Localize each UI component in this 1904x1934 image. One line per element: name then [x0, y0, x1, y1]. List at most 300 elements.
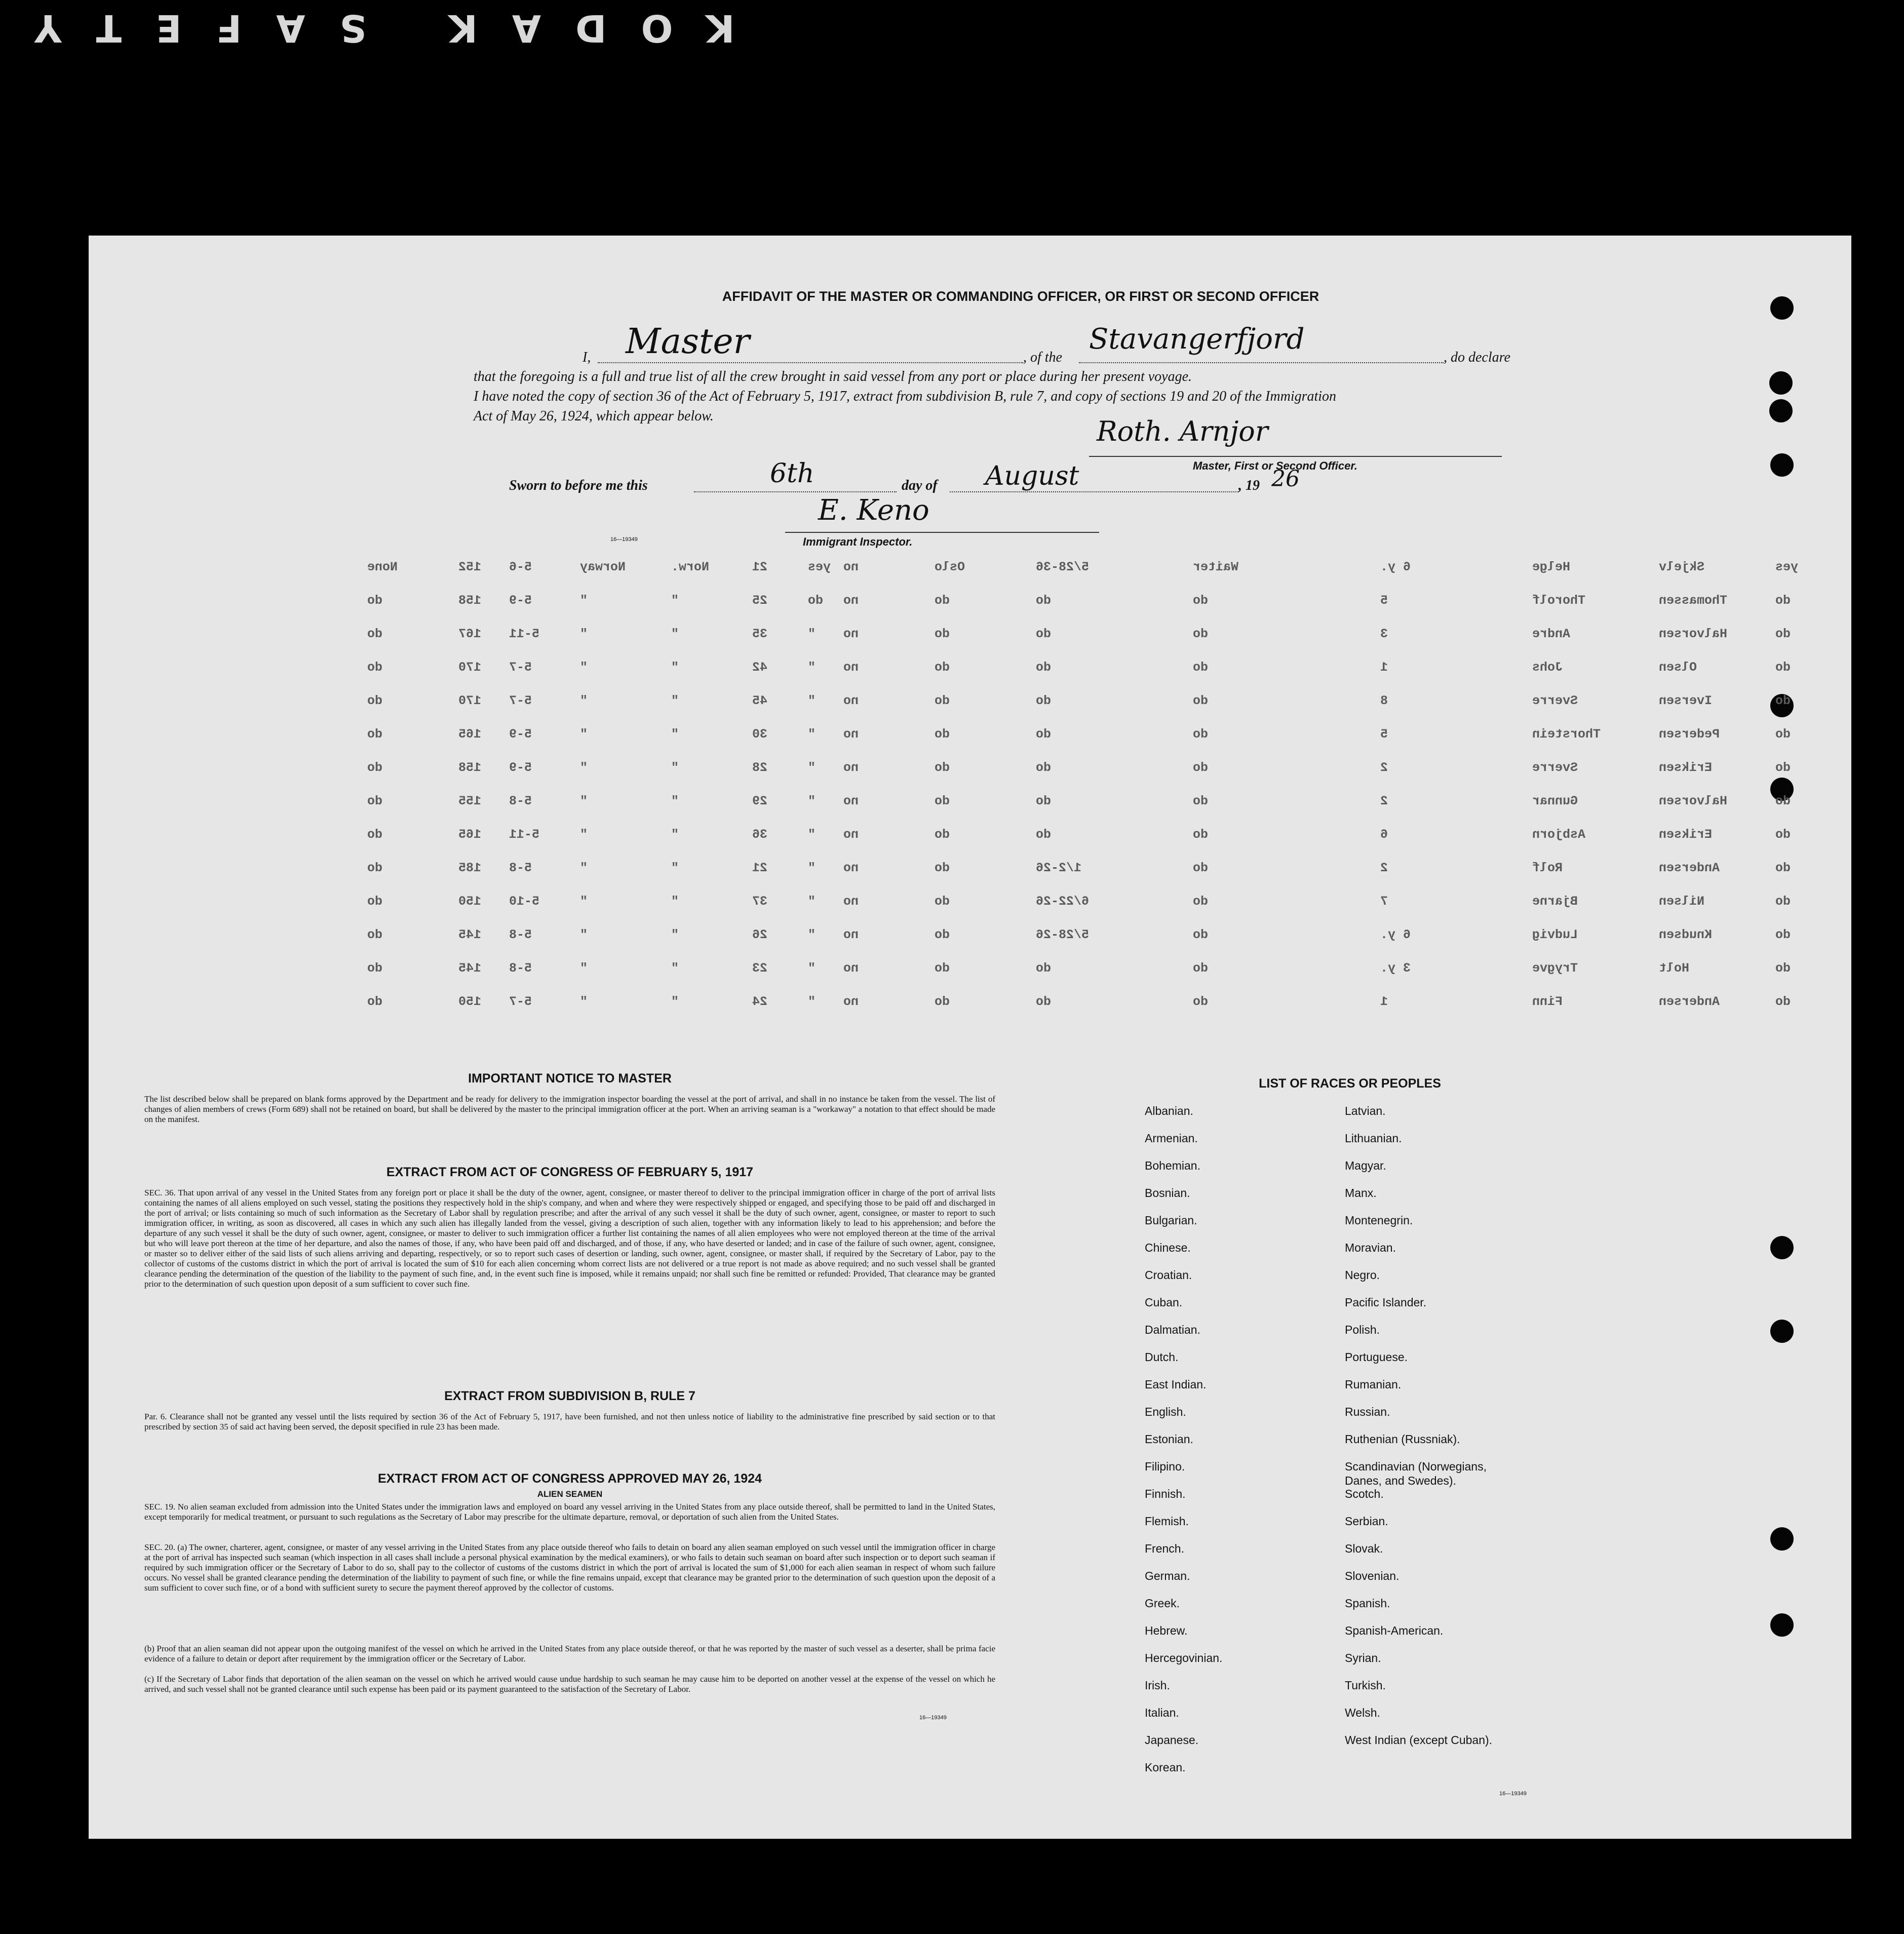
- bleed-through-cell: 165: [458, 827, 482, 842]
- bleed-through-cell: 3 y.: [1380, 961, 1411, 976]
- bleed-through-cell: yes: [808, 560, 831, 574]
- bleed-through-cell: Halvorsen: [1659, 627, 1728, 641]
- bleed-through-cell: ": [580, 693, 588, 708]
- race-item: Croatian.: [1145, 1268, 1192, 1282]
- bleed-through-cell: None: [367, 560, 398, 574]
- bleed-through-cell: ": [671, 861, 679, 875]
- bleed-through-cell: do: [367, 894, 383, 909]
- bleed-through-cell: Johs: [1532, 660, 1563, 675]
- bleed-through-cell: ": [671, 627, 679, 641]
- section-20c-text: (c) If the Secretary of Labor finds that deportation of the alien seaman on the vessel on which he arrived would cause undue hardship to such seaman he may cause him to be deported on another vessel at the expense of the vessel on which he arrived, and such vessel shall not be granted clearance until such expense has been paid or its payment guaranteed to the satisfaction of the Secretary of Labor.: [144, 1674, 995, 1694]
- bleed-through-cell: 42: [752, 660, 768, 675]
- bleed-through-cell: ": [808, 827, 816, 842]
- bleed-through-cell: Halvorsen: [1659, 794, 1728, 808]
- bleed-through-row: [175, 660, 1806, 675]
- race-item: Turkish.: [1345, 1679, 1386, 1692]
- bleed-through-cell: 6 y.: [1380, 927, 1411, 942]
- bleed-through-cell: do: [1193, 861, 1209, 875]
- punch-hole: [1770, 1320, 1794, 1343]
- bleed-through-cell: ": [808, 861, 816, 875]
- bleed-through-cell: Bjarne: [1532, 894, 1578, 909]
- manifest-sheet: [89, 236, 1851, 1839]
- bleed-through-cell: ": [808, 627, 816, 641]
- race-item: Dutch.: [1145, 1350, 1179, 1364]
- bleed-through-cell: do: [1193, 827, 1209, 842]
- bleed-through-cell: 5-11: [509, 627, 540, 641]
- bleed-through-cell: do: [935, 727, 950, 742]
- bleed-through-cell: Asbjorn: [1532, 827, 1586, 842]
- bleed-through-cell: do: [367, 760, 383, 775]
- bleed-through-cell: do: [935, 827, 950, 842]
- bleed-through-row: [175, 727, 1806, 742]
- bleed-through-cell: 5-9: [509, 760, 532, 775]
- bleed-through-cell: do: [935, 760, 950, 775]
- race-item: Polish.: [1345, 1323, 1380, 1336]
- bleed-through-cell: do: [1775, 894, 1791, 909]
- bleed-through-cell: 170: [458, 693, 482, 708]
- bleed-through-cell: do: [1775, 961, 1791, 976]
- race-item: Finnish.: [1145, 1487, 1186, 1500]
- bleed-through-cell: do: [935, 660, 950, 675]
- bleed-through-cell: 5/28-26: [1036, 927, 1090, 942]
- extract-1917-text: SEC. 36. That upon arrival of any vessel in the United States from any foreign port or place it shall be the duty of the owner, agent, consignee, or master thereof to deliver to the principal immigration officer in charge of the port of arrival lists containing the names of all aliens employed on such vessel, stating the positions they respectively hold in the ship's company, and when and where they were respectively shipped or engaged, and specifying those to be paid off and discharged in the port of arrival; or lists containing so much of such information as the Secretary of Labor shall by regulation prescribe; and after the arrival of any such vessel it shall be the duty of such owner, agent, consignee, or master to report to such immigration officer, in writing, as soon as discovered, all cases in which any such alien has illegally landed from the vessel, giving a description of such alien, together with any information likely to lead to his apprehension; and before the departure of any such vessel it shall be the duty of such owner, agent, consignee, or master to deliver to such immigration officer a further list containing the names of all alien employees who were not employed thereon at the time of the arrival but who will leave port thereon at the time of her departure, and also the names of those, if any, who have been paid off and discharged, and of those, if any, who have deserted or landed; and in case of the failure of such owner, agent, consignee, or master so to deliver either of the said lists of such aliens arriving and departing, respectively, or so to report such cases of desertion or landing, such owner, agent, consignee, or master shall, if required by the Secretary of Labor, pay to the collector of customs of the customs district in which the port of arrival is located the sum of $10 for each alien concerning whom correct lists are not delivered or a true report is not made as above required; and no such vessel shall be granted clearance pending the determination of the question of the liability to the payment of such fine, and, in the event such fine is imposed, while it remains unpaid; nor shall such fine be remitted or refunded: Provided, That clearance may be granted prior to the determination of such question upon deposit of a sum sufficient to cover such fine.: [144, 1188, 995, 1289]
- affidavit-of-the: , of the: [1023, 350, 1062, 365]
- bleed-through-cell: ": [671, 693, 679, 708]
- bleed-through-cell: do: [808, 593, 824, 608]
- bleed-through-cell: Eriksen: [1659, 827, 1713, 842]
- bleed-through-cell: do: [367, 627, 383, 641]
- bleed-through-cell: Oslo: [935, 560, 965, 574]
- race-item: German.: [1145, 1569, 1190, 1582]
- bleed-through-row: [175, 894, 1806, 909]
- bleed-through-cell: ": [808, 760, 816, 775]
- bleed-through-cell: 35: [752, 627, 768, 641]
- bleed-through-cell: 5-8: [509, 861, 532, 875]
- bleed-through-cell: Nilsen: [1659, 894, 1705, 909]
- race-item: Portuguese.: [1345, 1350, 1408, 1364]
- extract-1924-title: EXTRACT FROM ACT OF CONGRESS APPROVED MAY 26, 1924: [377, 1472, 762, 1486]
- bleed-through-cell: do: [367, 961, 383, 976]
- bleed-through-cell: ": [671, 593, 679, 608]
- race-item: Manx.: [1345, 1186, 1377, 1200]
- bleed-through-cell: 155: [458, 794, 482, 808]
- bleed-through-cell: do: [1036, 627, 1052, 641]
- bleed-through-cell: 5: [1380, 727, 1388, 742]
- bleed-through-cell: Knudsen: [1659, 927, 1713, 942]
- bleed-through-cell: do: [1193, 994, 1209, 1009]
- bleed-through-cell: do: [935, 861, 950, 875]
- bleed-through-row: [175, 861, 1806, 876]
- race-item: Bulgarian.: [1145, 1214, 1197, 1227]
- bleed-through-cell: do: [1775, 760, 1791, 775]
- race-item: Spanish-American.: [1345, 1624, 1444, 1637]
- bleed-through-cell: do: [1775, 994, 1791, 1009]
- bleed-through-cell: Thorstein: [1532, 727, 1601, 742]
- handwritten-inspector-signature: E. Keno: [818, 494, 929, 527]
- race-item: Scotch.: [1345, 1487, 1384, 1500]
- bleed-through-cell: do: [1036, 693, 1052, 708]
- bleed-through-cell: 2: [1380, 794, 1388, 808]
- bleed-through-row: [175, 994, 1806, 1010]
- bleed-through-cell: ": [580, 660, 588, 675]
- bleed-through-cell: 2: [1380, 760, 1388, 775]
- bleed-through-cell: 145: [458, 927, 482, 942]
- punch-hole: [1769, 399, 1793, 422]
- bleed-through-cell: 29: [752, 794, 768, 808]
- day-line: [694, 491, 897, 492]
- inspector-line: [785, 532, 1099, 533]
- bleed-through-cell: 5-6: [509, 560, 532, 574]
- race-item: Bohemian.: [1145, 1159, 1200, 1172]
- affidavit-do-declare: , do declare: [1444, 350, 1510, 365]
- vessel-line: [1079, 362, 1444, 363]
- race-item: Rumanian.: [1345, 1378, 1402, 1391]
- bleed-through-cell: Thomassen: [1659, 593, 1728, 608]
- bleed-through-cell: 28: [752, 760, 768, 775]
- bleed-through-cell: do: [1775, 627, 1791, 641]
- bleed-through-cell: 152: [458, 560, 482, 574]
- bleed-through-cell: no: [843, 827, 859, 842]
- bleed-through-cell: do: [1036, 961, 1052, 976]
- bleed-through-cell: 5: [1380, 593, 1388, 608]
- bleed-through-cell: 167: [458, 627, 482, 641]
- punch-hole: [1770, 1527, 1794, 1551]
- punch-hole: [1770, 296, 1794, 320]
- race-item: Japanese.: [1145, 1733, 1199, 1747]
- bleed-through-cell: ": [580, 760, 588, 775]
- bleed-through-row: [175, 560, 1806, 575]
- race-item: Ruthenian (Russniak).: [1345, 1433, 1460, 1446]
- bleed-through-cell: no: [843, 627, 859, 641]
- bleed-through-cell: 5-10: [509, 894, 540, 909]
- race-item: Danes, and Swedes).: [1345, 1474, 1456, 1487]
- race-item: Slovak.: [1345, 1542, 1383, 1555]
- bleed-through-cell: no: [843, 894, 859, 909]
- bleed-through-cell: do: [1775, 660, 1791, 675]
- bleed-through-cell: ": [808, 994, 816, 1009]
- bleed-through-cell: do: [935, 927, 950, 942]
- race-item: Negro.: [1345, 1268, 1380, 1282]
- bleed-through-cell: ": [808, 727, 816, 742]
- affidavit-line-3: I have noted the copy of section 36 of the Act of February 5, 1917, extract from subdivision B, rule 7, and copy of sections 19 and 20 of the Immigration: [474, 389, 1337, 404]
- races-title: LIST OF RACES OR PEOPLES: [1259, 1076, 1441, 1091]
- bleed-through-cell: do: [1036, 660, 1052, 675]
- bleed-through-cell: 5-8: [509, 961, 532, 976]
- bleed-through-cell: 1: [1380, 994, 1388, 1009]
- bleed-through-cell: 6 y.: [1380, 560, 1411, 574]
- bleed-through-cell: do: [1036, 727, 1052, 742]
- bleed-through-cell: do: [1193, 693, 1209, 708]
- bleed-through-cell: do: [1193, 627, 1209, 641]
- bleed-through-cell: do: [367, 727, 383, 742]
- bleed-through-row: [175, 927, 1806, 943]
- bleed-through-cell: ": [671, 961, 679, 976]
- race-item: Pacific Islander.: [1345, 1296, 1427, 1309]
- bleed-through-cell: Helge: [1532, 560, 1571, 574]
- day-of-text: day of: [902, 478, 938, 493]
- race-item: Latvian.: [1345, 1104, 1386, 1117]
- alien-seamen-subtitle: ALIEN SEAMEN: [537, 1489, 603, 1499]
- bleed-through-cell: no: [843, 961, 859, 976]
- bleed-through-cell: Rolf: [1532, 861, 1563, 875]
- bleed-through-cell: 5/28-36: [1036, 560, 1090, 574]
- bleed-through-cell: ": [580, 927, 588, 942]
- bleed-through-cell: Sverre: [1532, 693, 1578, 708]
- bleed-through-cell: 8: [1380, 693, 1388, 708]
- bleed-through-cell: do: [1193, 760, 1209, 775]
- bleed-through-row: [175, 627, 1806, 642]
- rank-line: [598, 362, 1023, 363]
- bleed-through-cell: ": [671, 894, 679, 909]
- bleed-through-cell: ": [671, 794, 679, 808]
- bleed-through-cell: no: [843, 760, 859, 775]
- bleed-through-cell: do: [1036, 794, 1052, 808]
- bleed-through-row: [175, 593, 1806, 608]
- bleed-through-cell: do: [935, 627, 950, 641]
- bleed-through-cell: do: [1775, 794, 1791, 808]
- race-item: Estonian.: [1145, 1433, 1193, 1446]
- bleed-through-cell: Trygve: [1532, 961, 1578, 976]
- bleed-through-cell: 23: [752, 961, 768, 976]
- bleed-through-cell: do: [1193, 927, 1209, 942]
- bleed-through-cell: no: [843, 660, 859, 675]
- bleed-through-cell: Skjelv: [1659, 560, 1705, 574]
- bleed-through-cell: Waiter: [1193, 560, 1239, 574]
- bleed-through-cell: ": [808, 961, 816, 976]
- notice-title: IMPORTANT NOTICE TO MASTER: [468, 1071, 672, 1086]
- bleed-through-cell: do: [1193, 794, 1209, 808]
- section-20a-text: SEC. 20. (a) The owner, charterer, agent, consignee, or master of any vessel arriving in the United States from any place outside thereof who fails to detain on board any alien seaman employed on such vessel until the immigration officer in charge at the port of arrival has inspected such seaman (which inspection in all cases shall include a personal physical examination by the medical examiners), or who fails to detain such seaman on board after such inspection or to deport such seaman if required by such immigration officer or the Secretary of Labor to do so, shall pay to the collector of customs of the customs district in which the port of arrival is located the sum of $1,000 for each alien seaman in respect of whom such failure occurs. No vessel shall be granted clearance pending the determination of the liability to payment of such fine, or while the fine remains unpaid, except that clearance may be granted prior to the determination of such question upon the deposit of a sum sufficient to cover such fine, or of a bond with sufficient surety to secure the payment thereof approved by the collector of customs.: [144, 1542, 995, 1593]
- bleed-through-cell: Ludvig: [1532, 927, 1578, 942]
- race-item: Korean.: [1145, 1761, 1186, 1774]
- film-edge-marking: KODAK SAFETY: [0, 6, 735, 50]
- bleed-through-cell: Finn: [1532, 994, 1563, 1009]
- bleed-through-cell: 5-11: [509, 827, 540, 842]
- bleed-through-cell: 21: [752, 560, 768, 574]
- bleed-through-cell: ": [580, 627, 588, 641]
- bleed-through-cell: do: [367, 927, 383, 942]
- form-number: 16—19349: [919, 1715, 947, 1721]
- handwritten-signature: Roth. Arnjor: [1097, 415, 1268, 447]
- bleed-through-cell: 30: [752, 727, 768, 742]
- bleed-through-cell: ": [808, 894, 816, 909]
- bleed-through-cell: 1/2-26: [1036, 861, 1082, 875]
- race-item: Slovenian.: [1345, 1569, 1400, 1582]
- notice-text: The list described below shall be prepared on blank forms approved by the Department and be ready for delivery to the immigration inspector boarding the vessel at the port of arrival, and shall in no instance be taken from the vessel. The list of changes of alien members of crews (Form 689) shall not be retained on board, but shall be delivered by the master to the principal immigration officer at the port. When an arriving seaman is a "workaway" a notation to that effect should be made on the manifest.: [144, 1094, 995, 1124]
- bleed-through-cell: 145: [458, 961, 482, 976]
- bleed-through-cell: 165: [458, 727, 482, 742]
- bleed-through-cell: no: [843, 994, 859, 1009]
- bleed-through-cell: do: [1775, 927, 1791, 942]
- bleed-through-cell: Pedersen: [1659, 727, 1720, 742]
- bleed-through-row: [175, 827, 1806, 842]
- handwritten-year: 26: [1271, 466, 1300, 492]
- signature-caption: Master, First or Second Officer.: [1193, 459, 1357, 472]
- punch-hole: [1770, 1613, 1794, 1637]
- bleed-through-cell: do: [1036, 827, 1052, 842]
- race-item: Filipino.: [1145, 1460, 1185, 1473]
- bleed-through-row: [175, 760, 1806, 776]
- bleed-through-cell: do: [1775, 593, 1791, 608]
- bleed-through-cell: do: [935, 994, 950, 1009]
- bleed-through-cell: 2: [1380, 861, 1388, 875]
- race-item: Russian.: [1345, 1405, 1390, 1418]
- bleed-through-cell: 21: [752, 861, 768, 875]
- section-19-text: SEC. 19. No alien seaman excluded from admission into the United States under the immigration laws and employed on board any vessel arriving in the United States from any place outside thereof, shall be permitted to land in the United States, except temporarily for medical treatment, or pursuant to such regulations as the Secretary of Labor may prescribe for the ultimate departure, removal, or deportation of such alien from the United States.: [144, 1502, 995, 1522]
- bleed-through-cell: do: [1193, 894, 1209, 909]
- bleed-through-cell: 6: [1380, 827, 1388, 842]
- race-item: Hebrew.: [1145, 1624, 1188, 1637]
- affidavit-line-2: that the foregoing is a full and true list of all the crew brought in said vessel from any port or place during her present voyage.: [474, 369, 1192, 384]
- bleed-through-cell: ": [671, 994, 679, 1009]
- bleed-through-cell: 37: [752, 894, 768, 909]
- bleed-through-cell: 158: [458, 760, 482, 775]
- race-item: French.: [1145, 1542, 1184, 1555]
- bleed-through-cell: no: [843, 861, 859, 875]
- race-item: Dalmatian.: [1145, 1323, 1200, 1336]
- race-item: Flemish.: [1145, 1515, 1189, 1528]
- race-item: Magyar.: [1345, 1159, 1386, 1172]
- section-20b-text: (b) Proof that an alien seaman did not appear upon the outgoing manifest of the vessel on which he arrived in the United States from any place outside thereof, or that he was reported by the master of such vessel as a deserter, shall be prima facie evidence of a failure to detain or deport after requirement by the immigration officer or the Secretary of Labor.: [144, 1644, 995, 1664]
- bleed-through-cell: 5-7: [509, 660, 532, 675]
- bleed-through-cell: Norway: [580, 560, 626, 574]
- bleed-through-cell: ": [808, 693, 816, 708]
- bleed-through-cell: do: [1193, 961, 1209, 976]
- bleed-through-cell: 25: [752, 593, 768, 608]
- extract-rule7-title: EXTRACT FROM SUBDIVISION B, RULE 7: [444, 1389, 695, 1403]
- bleed-through-cell: 3: [1380, 627, 1388, 641]
- bleed-through-cell: do: [367, 593, 383, 608]
- race-item: Scandinavian (Norwegians,: [1345, 1460, 1487, 1473]
- race-item: Syrian.: [1345, 1651, 1381, 1665]
- bleed-through-cell: no: [843, 927, 859, 942]
- form-number: 16—19349: [610, 536, 638, 543]
- bleed-through-cell: do: [1775, 827, 1791, 842]
- bleed-through-cell: 1: [1380, 660, 1388, 675]
- bleed-through-cell: ": [808, 660, 816, 675]
- race-item: Serbian.: [1345, 1515, 1388, 1528]
- bleed-through-cell: ": [671, 760, 679, 775]
- bleed-through-cell: do: [1193, 660, 1209, 675]
- bleed-through-cell: ": [580, 794, 588, 808]
- signature-line: [1089, 456, 1502, 457]
- bleed-through-cell: no: [843, 560, 859, 574]
- bleed-through-cell: Olsen: [1659, 660, 1697, 675]
- punch-hole: [1770, 453, 1794, 477]
- bleed-through-cell: 5-7: [509, 693, 532, 708]
- punch-hole: [1769, 371, 1793, 395]
- bleed-through-cell: 24: [752, 994, 768, 1009]
- bleed-through-cell: do: [935, 894, 950, 909]
- race-item: Chinese.: [1145, 1241, 1191, 1254]
- bleed-through-cell: ": [580, 593, 588, 608]
- bleed-through-cell: no: [843, 693, 859, 708]
- bleed-through-cell: no: [843, 593, 859, 608]
- bleed-through-cell: ": [671, 927, 679, 942]
- bleed-through-cell: do: [935, 794, 950, 808]
- bleed-through-cell: ": [808, 794, 816, 808]
- race-item: Spanish.: [1345, 1597, 1390, 1610]
- form-number: 16—19349: [1499, 1791, 1527, 1797]
- bleed-through-cell: do: [1193, 593, 1209, 608]
- bleed-through-cell: ": [808, 927, 816, 942]
- bleed-through-cell: 26: [752, 927, 768, 942]
- bleed-through-cell: do: [367, 660, 383, 675]
- bleed-through-cell: yes: [1775, 560, 1799, 574]
- bleed-through-cell: do: [1193, 727, 1209, 742]
- bleed-through-cell: 45: [752, 693, 768, 708]
- race-item: Italian.: [1145, 1706, 1179, 1719]
- affidavit-i: I,: [582, 350, 591, 365]
- bleed-through-cell: 185: [458, 861, 482, 875]
- bleed-through-cell: ": [671, 827, 679, 842]
- bleed-through-cell: do: [367, 994, 383, 1009]
- bleed-through-row: [175, 794, 1806, 809]
- affidavit-line-4: Act of May 26, 1924, which appear below.: [474, 408, 714, 424]
- handwritten-rank: Master: [626, 322, 750, 362]
- bleed-through-cell: Norw.: [671, 560, 710, 574]
- bleed-through-cell: do: [367, 693, 383, 708]
- race-item: Moravian.: [1345, 1241, 1396, 1254]
- bleed-through-cell: do: [367, 827, 383, 842]
- bleed-through-cell: Andersen: [1659, 994, 1720, 1009]
- bleed-through-cell: 5-8: [509, 927, 532, 942]
- bleed-through-cell: do: [1775, 693, 1791, 708]
- race-item: Montenegrin.: [1345, 1214, 1413, 1227]
- bleed-through-cell: ": [580, 861, 588, 875]
- bleed-through-cell: do: [367, 794, 383, 808]
- bleed-through-cell: ": [580, 727, 588, 742]
- bleed-through-cell: do: [1036, 593, 1052, 608]
- bleed-through-cell: do: [1036, 760, 1052, 775]
- bleed-through-cell: 5-7: [509, 994, 532, 1009]
- bleed-through-cell: Andersen: [1659, 861, 1720, 875]
- bleed-through-cell: do: [367, 861, 383, 875]
- month-line: [950, 491, 1238, 492]
- race-item: Welsh.: [1345, 1706, 1380, 1719]
- bleed-through-cell: ": [580, 894, 588, 909]
- bleed-through-cell: do: [935, 693, 950, 708]
- bleed-through-cell: ": [580, 961, 588, 976]
- extract-rule7-text: Par. 6. Clearance shall not be granted any vessel until the lists required by section 36 of the Act of February 5, 1917, have been furnished, and not then unless notice of liability to the administrative fine prescribed by said section or to that prescribed by section 35 of said act having been served, the deposit specified in rule 23 has been made.: [144, 1412, 995, 1432]
- bleed-through-cell: do: [1775, 727, 1791, 742]
- bleed-through-cell: 150: [458, 894, 482, 909]
- bleed-through-cell: Thorolf: [1532, 593, 1586, 608]
- race-item: Bosnian.: [1145, 1186, 1190, 1200]
- bleed-through-cell: do: [935, 961, 950, 976]
- race-item: Irish.: [1145, 1679, 1170, 1692]
- sworn-text: Sworn to before me this: [509, 478, 648, 493]
- bleed-through-cell: 7: [1380, 894, 1388, 909]
- race-item: Hercegovinian.: [1145, 1651, 1223, 1665]
- bleed-through-cell: no: [843, 727, 859, 742]
- bleed-through-cell: ": [580, 827, 588, 842]
- bleed-through-cell: Iversen: [1659, 693, 1713, 708]
- bleed-through-cell: Eriksen: [1659, 760, 1713, 775]
- bleed-through-cell: ": [580, 994, 588, 1009]
- bleed-through-cell: 170: [458, 660, 482, 675]
- bleed-through-cell: ": [671, 727, 679, 742]
- bleed-through-cell: Holt: [1659, 961, 1690, 976]
- race-item: West Indian (except Cuban).: [1345, 1733, 1493, 1747]
- handwritten-month: August: [985, 461, 1079, 491]
- bleed-through-cell: do: [935, 593, 950, 608]
- bleed-through-row: [175, 961, 1806, 976]
- race-item: Albanian.: [1145, 1104, 1193, 1117]
- race-item: East Indian.: [1145, 1378, 1207, 1391]
- bleed-through-cell: no: [843, 794, 859, 808]
- bleed-through-cell: 158: [458, 593, 482, 608]
